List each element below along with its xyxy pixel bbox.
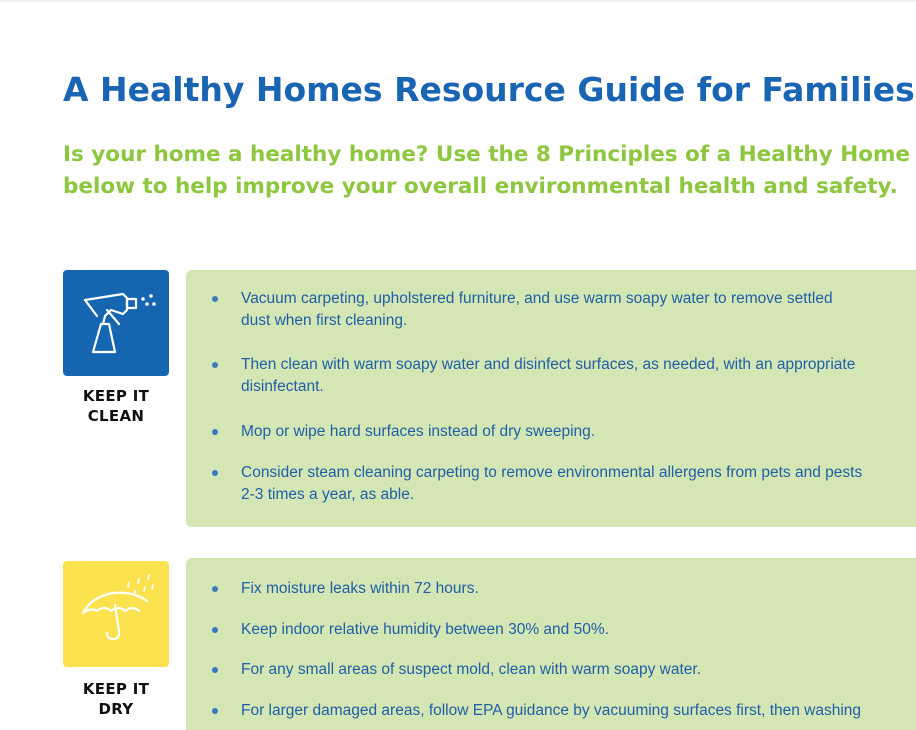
keep-it-dry-tile [63,561,169,667]
bullet-dot [212,470,218,476]
list-item: Vacuum carpeting, upholstered furniture, and use warm soapy water to remove settled dust when first cleaning. [241,288,916,332]
list-item: Fix moisture leaks within 72 hours. [241,578,916,600]
page-subtitle [63,139,910,203]
bullet-dot [212,362,218,368]
subtitle-line-1: Is your home a healthy home? Use the 8 Principles of a Healthy Home [63,142,910,167]
list-item: Then clean with warm soapy water and disinfect surfaces, as needed, with an appropriate disinfectant. [241,354,916,398]
umbrella-rain-icon [63,561,169,667]
keep-it-dry-label: KEEP IT DRY [82,680,150,718]
list-item: Keep indoor relative humidity between 30% and 50%. [241,619,916,641]
keep-it-dry-panel [186,558,916,730]
list-item: Consider steam cleaning carpeting to remove environmental allergens from pets and pests 2-3 times a year, as able. [241,462,916,506]
bullet-dot [212,627,218,633]
top-rule [0,0,916,2]
spray-bottle-icon [63,270,169,376]
list-item: For any small areas of suspect mold, clean with warm soapy water. [241,659,916,681]
list-item: For larger damaged areas, follow EPA guidance by vacuuming surfaces first, then washing [241,700,916,722]
keep-it-clean-label: KEEP IT CLEAN [82,387,150,425]
bullet-dot [212,708,218,714]
keep-it-clean-tile [63,270,169,376]
page-title: A Healthy Homes Resource Guide for Families [63,70,915,109]
list-item: Mop or wipe hard surfaces instead of dry sweeping. [241,421,916,443]
bullet-dot [212,296,218,302]
bullet-dot [212,667,218,673]
subtitle-line-2: below to help improve your overall environmental health and safety. [63,174,898,199]
bullet-dot [212,586,218,592]
keep-it-clean-panel [186,270,916,527]
bullet-dot [212,429,218,435]
